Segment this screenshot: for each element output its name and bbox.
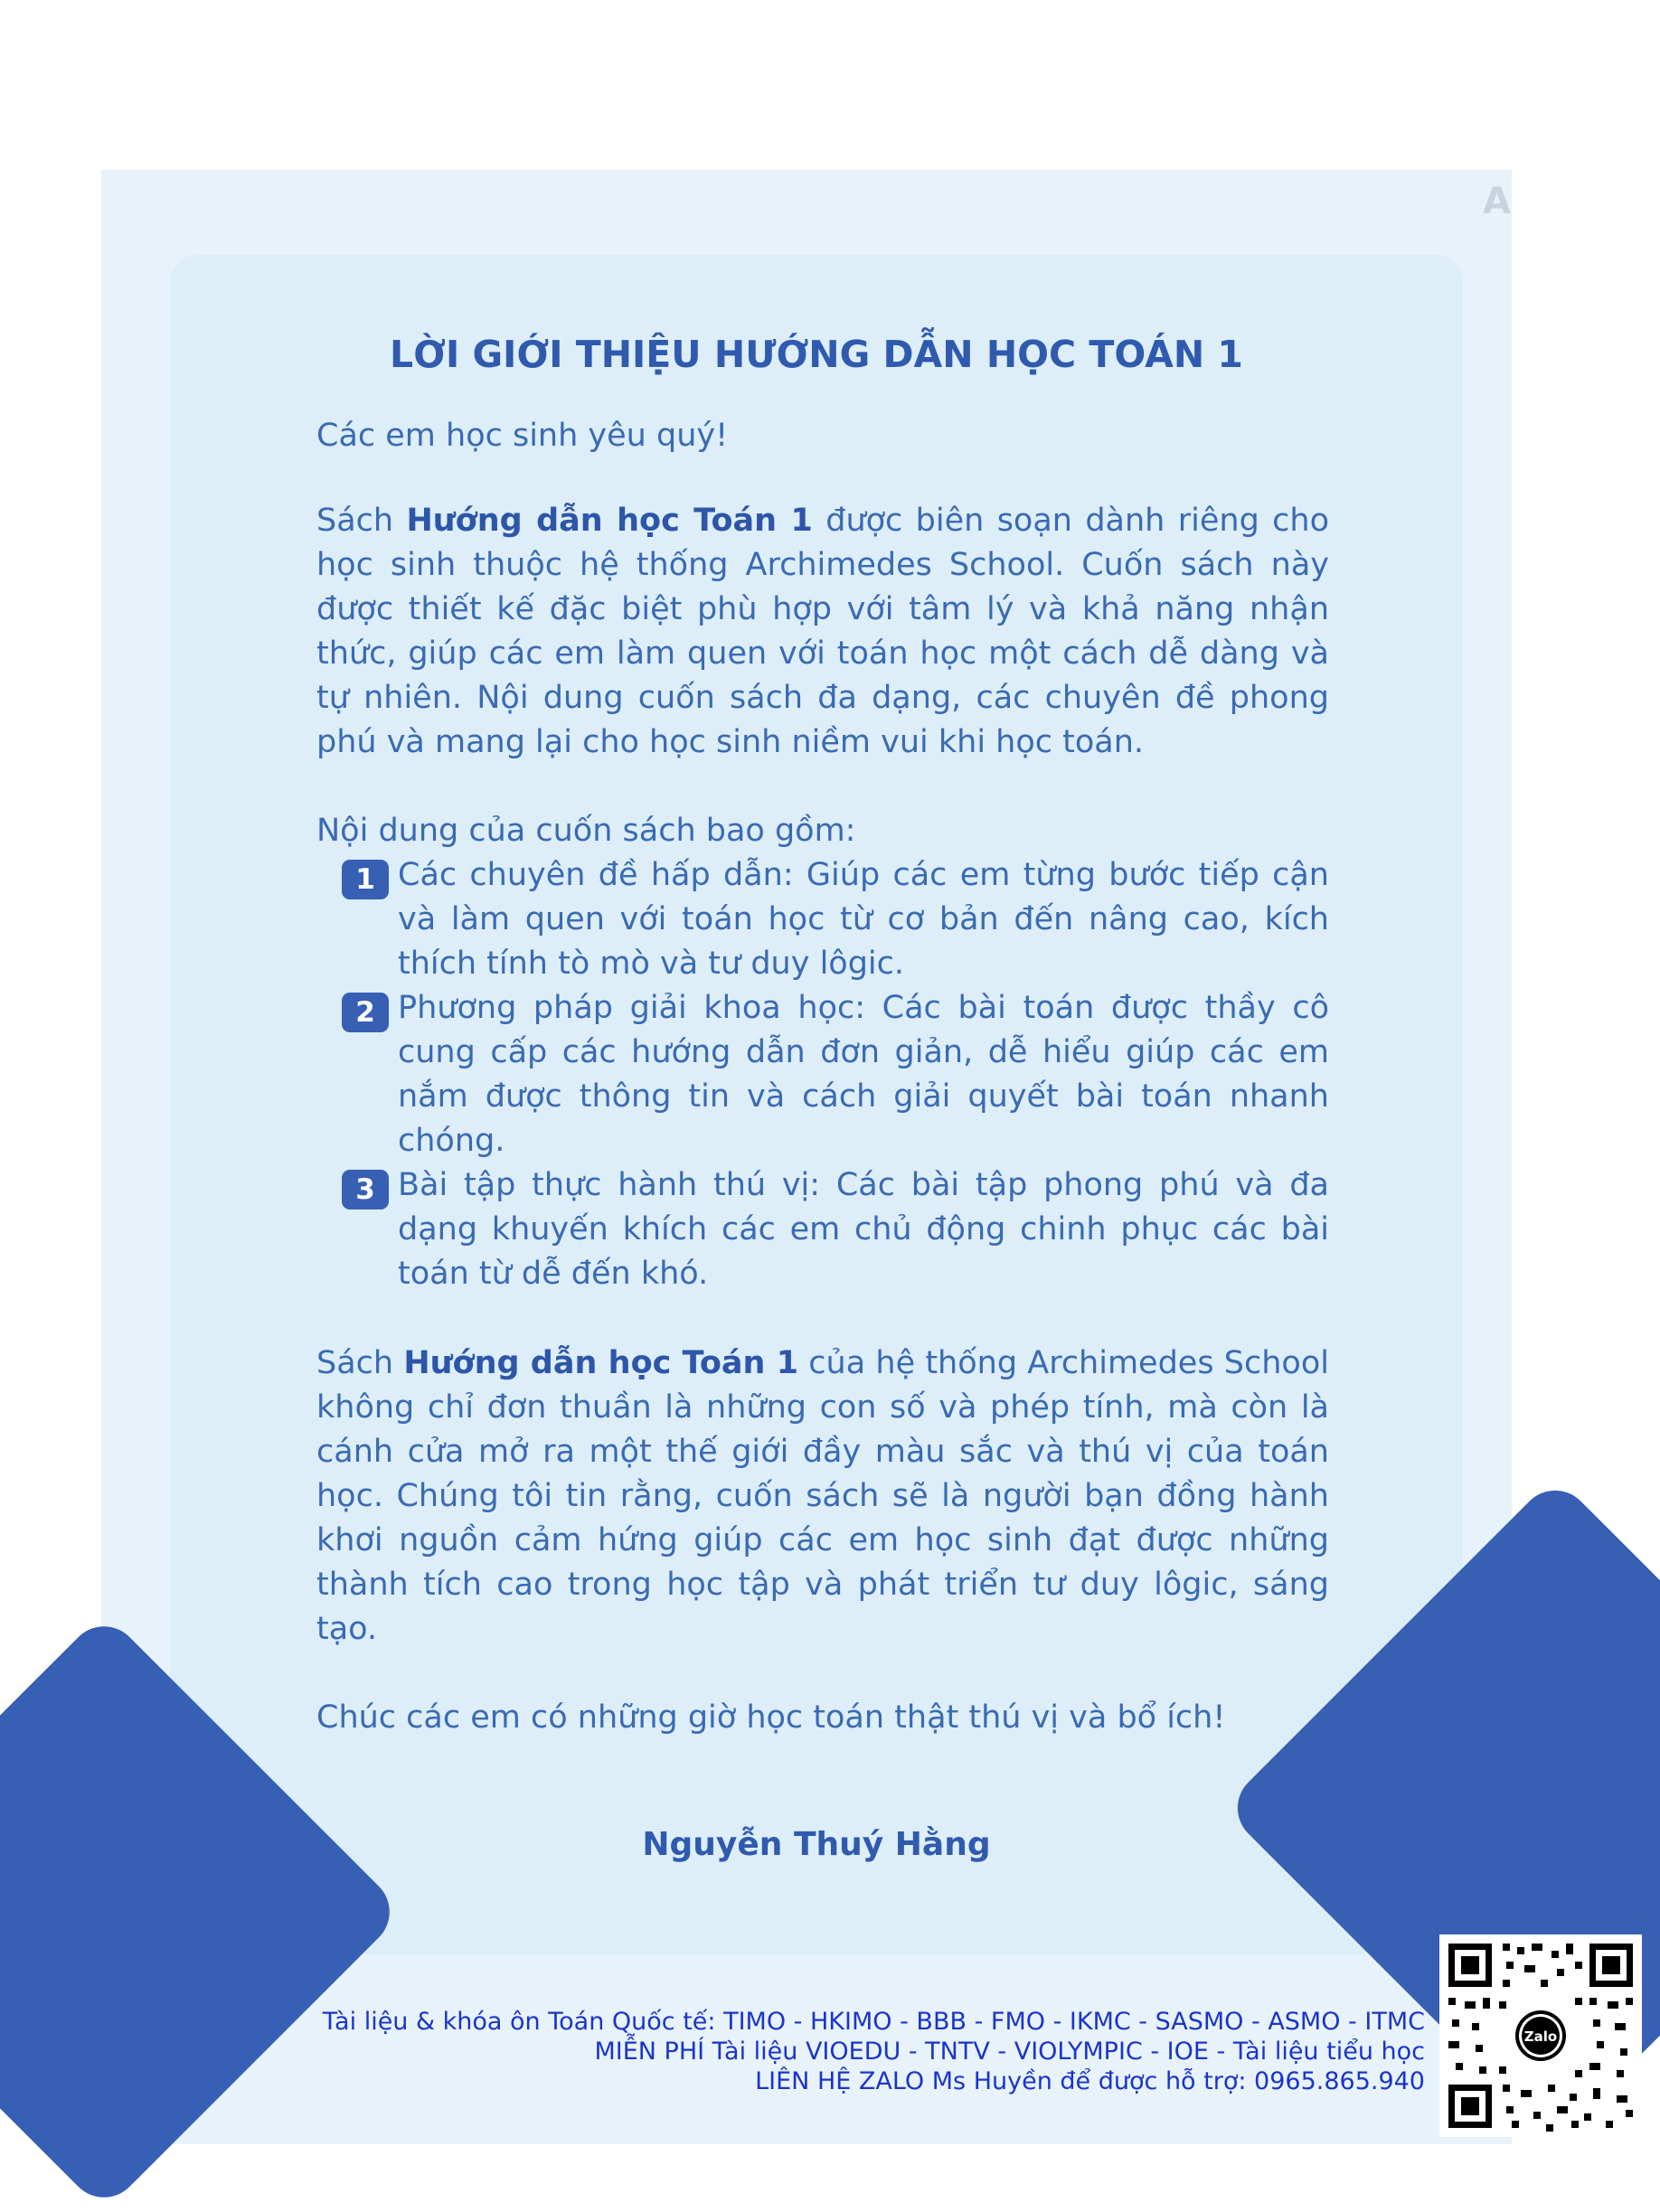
qr-code-graphic	[1439, 1934, 1642, 2137]
intro-text: được biên soạn dành riêng cho học sinh thuộc hệ thống Archimedes School. Cuốn sách này được thiết kế đặc biệt phù hợp với tâm lý và khả năng nhận thức, giúp các em làm quen với toán học một cách dễ dàng và tự nhiên. Nội dung cuốn sách đa dạng, các chuyên đề phong phú và mang lại cho học sinh niềm vui khi học toán.	[316, 503, 1329, 760]
footer-line-contact: LIÊN HỆ ZALO Ms Huyền để được hỗ trợ: 0965.865.940	[755, 2067, 1425, 2095]
number-badge: 3	[342, 1170, 389, 1210]
greeting: Các em học sinh yêu quý!	[316, 418, 729, 454]
author-name: Nguyễn Thuý Hằng	[642, 1826, 991, 1863]
footer	[181, 2007, 1425, 2096]
contents-list	[342, 853, 1329, 1296]
logo-letter: A	[1483, 181, 1511, 222]
list-item	[342, 1163, 1329, 1296]
contents-heading: Nội dung của cuốn sách bao gồm:	[316, 813, 856, 849]
wish-text: Chúc các em có những giờ học toán thật thú vị và bổ ích!	[316, 1699, 1226, 1736]
intro-prefix: Sách	[316, 503, 407, 539]
intro-paragraph	[316, 499, 1329, 765]
zalo-qr-code[interactable]	[1439, 1934, 1642, 2137]
list-item-text: Các chuyên đề hấp dẫn: Giúp các em từng bước tiếp cận và làm quen với toán học từ cơ bản đến nâng cao, kích thích tính tò mò và tư duy lôgic.	[398, 857, 1329, 982]
closing-book-name: Hướng dẫn học Toán 1	[403, 1345, 799, 1381]
list-item	[342, 853, 1329, 986]
number-badge: 1	[342, 860, 389, 899]
closing-paragraph	[316, 1341, 1329, 1652]
footer-line-courses: Tài liệu & khóa ôn Toán Quốc tế: TIMO - HKIMO - BBB - FMO - IKMC - SASMO - ASMO - ITMC	[322, 2008, 1425, 2036]
number-badge: 2	[342, 993, 389, 1032]
page-title: LỜI GIỚI THIỆU HƯỚNG DẪN HỌC TOÁN 1	[390, 333, 1243, 376]
qr-zalo-label: Zalo	[1523, 2028, 1558, 2045]
list-item	[342, 986, 1329, 1163]
intro-book-name: Hướng dẫn học Toán 1	[406, 503, 813, 539]
closing-prefix: Sách	[316, 1345, 404, 1381]
closing-text: của hệ thống Archimedes School không chỉ đơn thuần là những con số và phép tính, mà còn là cánh cửa mở ra một thế giới đầy màu sắc và thú vị của toán học. Chúng tôi tin rằng, cuốn sách sẽ là người bạn đồng hành khơi nguồn cảm hứng giúp các em học sinh đạt được những thành tích cao trong học tập và phát triển tư duy lôgic, sáng tạo.	[316, 1345, 1329, 1647]
list-item-text: Bài tập thực hành thú vị: Các bài tập phong phú và đa dạng khuyến khích các em chủ động chinh phục các bài toán từ dễ đến khó.	[398, 1167, 1329, 1292]
list-item-text: Phương pháp giải khoa học: Các bài toán được thầy cô cung cấp các hướng dẫn đơn giản, dễ hiểu giúp các em nắm được thông tin và cách giải quyết bài toán nhanh chóng.	[398, 990, 1329, 1159]
footer-line-free: MIỄN PHÍ Tài liệu VIOEDU - TNTV - VIOLYMPIC - IOE - Tài liệu tiểu học	[594, 2038, 1425, 2066]
